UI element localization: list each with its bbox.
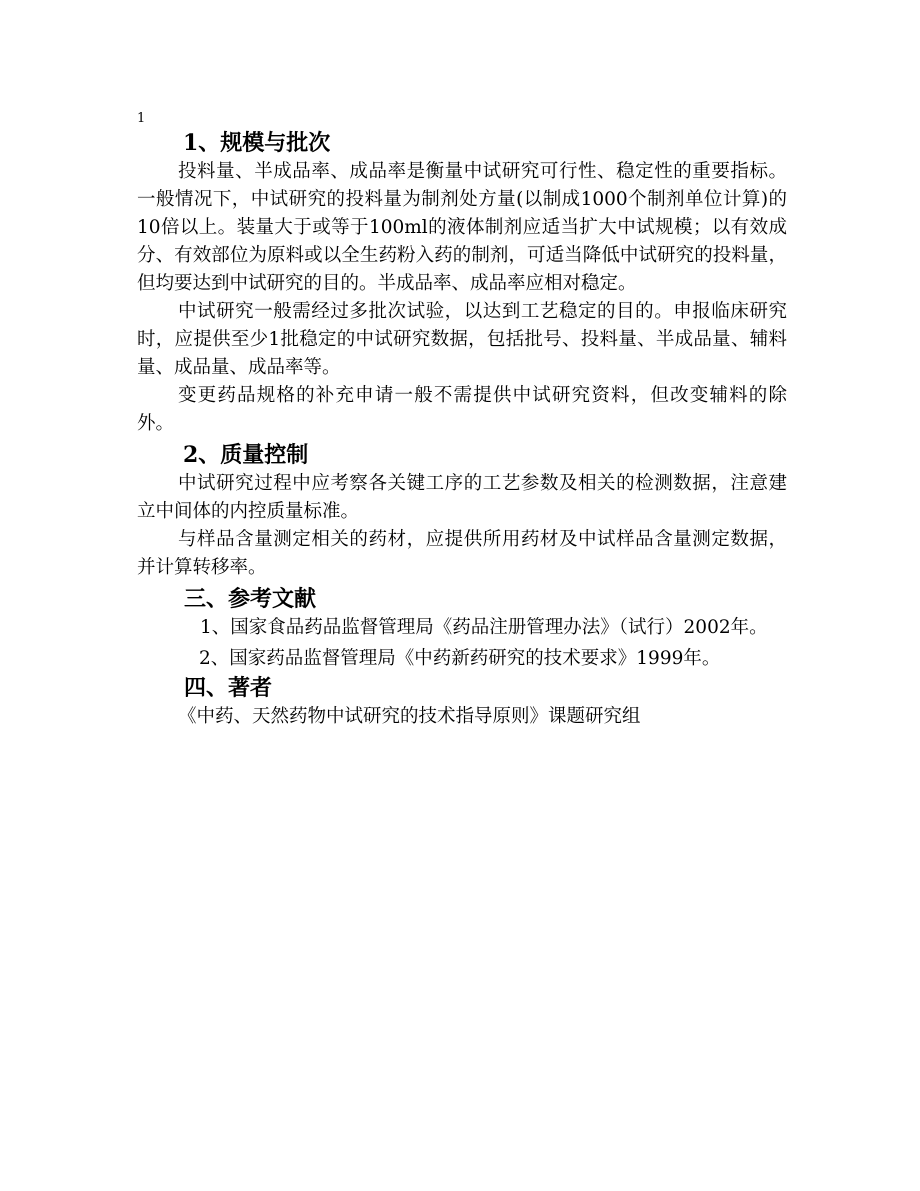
section-references <box>137 584 787 673</box>
section-scale-batch <box>137 128 787 438</box>
paragraph: 与样品含量测定相关的药材，应提供所用药材及中试样品含量测定数据，并计算转移率。 <box>137 529 787 578</box>
reference-item: 2、国家药品监督管理局《中药新药研究的技术要求》1999年。 <box>199 648 721 669</box>
section-heading-scale-batch: 1、规模与批次 <box>183 130 331 156</box>
paragraph: 中试研究过程中应考察各关键工序的工艺参数及相关的检测数据，注意建立中间体的内控质量标准。 <box>137 473 787 522</box>
paragraph: 变更药品规格的补充申请一般不需提供中试研究资料，但改变辅料的除外。 <box>137 385 787 434</box>
section-heading-quality-control: 2、质量控制 <box>183 442 309 468</box>
author-line: 《中药、天然药物中试研究的技术指导原则》课题研究组 <box>178 706 641 727</box>
page-number: 1 <box>137 111 146 126</box>
paragraph: 投料量、半成品率、成品率是衡量中试研究可行性、稳定性的重要指标。一般情况下，中试研究的投料量为制剂处方量(以制成1000个制剂单位计算)的10倍以上。装量大于或等于100ml的液体制剂应适当扩大中试规模；以有效成分、有效部位为原料或以全生药粉入药的制剂，可适当降低中试研究的投料量，但均要达到中试研究的目的。半成品率、成品率应相对稳定。 <box>137 161 787 294</box>
section-heading-references: 三、参考文献 <box>184 586 317 612</box>
section-quality-control <box>137 440 787 582</box>
document-body <box>137 128 787 731</box>
reference-item: 1、国家食品药品监督管理局《药品注册管理办法》（试行）2002年。 <box>200 617 768 638</box>
section-authors <box>137 673 787 731</box>
paragraph: 中试研究一般需经过多批次试验，以达到工艺稳定的目的。申报临床研究时，应提供至少1批稳定的中试研究数据，包括批号、投料量、半成品量、辅料量、成品量、成品率等。 <box>137 301 787 378</box>
section-heading-authors: 四、著者 <box>184 675 273 701</box>
